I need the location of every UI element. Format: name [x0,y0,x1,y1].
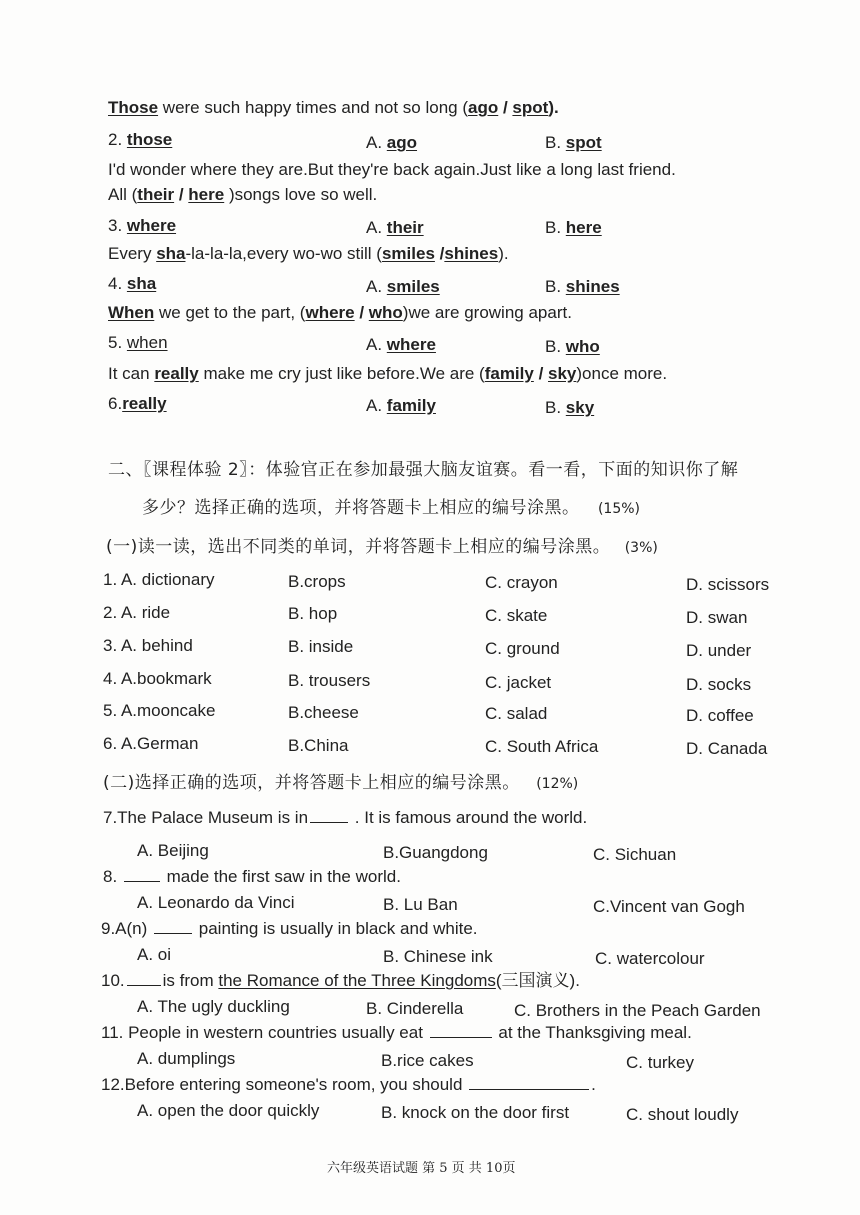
section-two-heading-line2: 多少？选择正确的选项，并将答题卡上相应的编号涂黑。 (15%) [142,498,640,518]
section-two-score: (15%) [597,501,640,517]
page-footer: 六年级英语试题 第 5 页 共 10页 [327,1161,516,1176]
song-line-3: All (their / here )songs love so well. [108,185,378,204]
song-line-1: Those were such happy times and not so long (ago / spot). [108,98,559,117]
subsection-2-heading: (二)选择正确的选项，并将答题卡上相应的编号涂黑。 (12%) [103,773,579,793]
song-line-5: When we get to the part, (where / who)we are growing apart. [108,303,572,322]
song-line-6: It can really make me cry just like before.We are (family / sky)once more. [108,364,668,383]
song-line-4: Every sha-la-la-la,every wo-wo still (smiles /shines). [108,244,509,263]
song-line-2: I'd wonder where they are.But they're back again.Just like a long last friend. [108,160,676,179]
subsection-1-heading: (一)读一读，选出不同类的单词，并将答题卡上相应的编号涂黑。 (3%) [106,537,658,557]
section-two-heading: 二、〖课程体验 2〗：体验官正在参加最强大脑友谊赛。看一看，下面的知识你了解 [108,460,739,480]
